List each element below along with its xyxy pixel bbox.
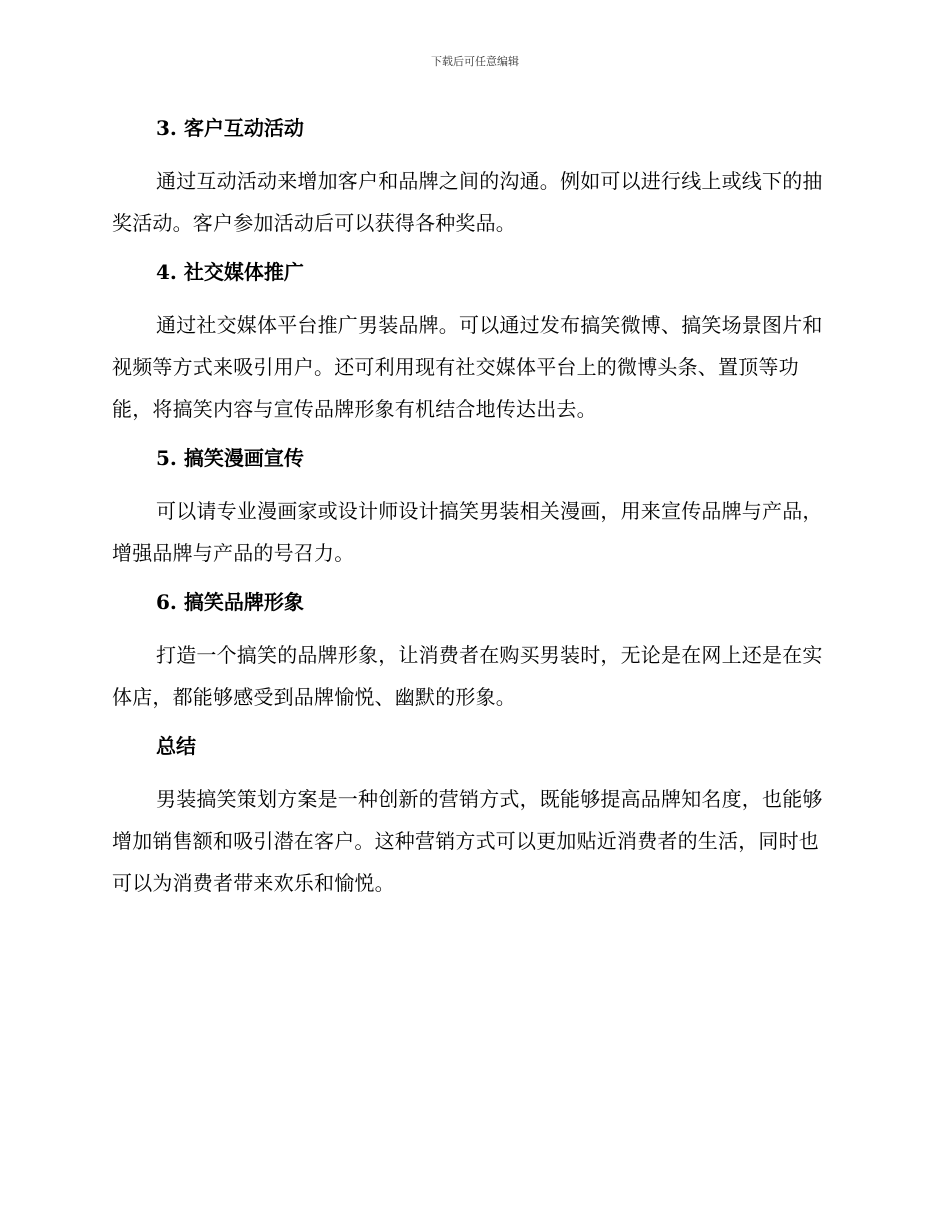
section-heading: 总结 <box>156 734 196 758</box>
section-paragraph: 打造一个搞笑的品牌形象，让消费者在购买男装时，无论是在网上还是在实体店，都能够感受到品牌愉悦、幽默的形象。 <box>112 643 823 709</box>
page-header: 下载后可任意编辑 <box>431 55 519 68</box>
section-heading: 5. 搞笑漫画宣传 <box>156 446 304 470</box>
section-heading: 6. 搞笑品牌形象 <box>156 590 304 614</box>
section-summary <box>112 728 832 904</box>
section-paragraph: 男装搞笑策划方案是一种创新的营销方式，既能够提高品牌知名度，也能够增加销售额和吸引潜在客户。这种营销方式可以更加贴近消费者的生活，同时也可以为消费者带来欢乐和愉悦。 <box>112 787 823 895</box>
section-customer-interaction <box>112 110 832 244</box>
section-brand-image <box>112 584 832 718</box>
section-paragraph: 通过互动活动来增加客户和品牌之间的沟通。例如可以进行线上或线下的抽奖活动。客户参加活动后可以获得各种奖品。 <box>112 169 823 235</box>
section-paragraph: 通过社交媒体平台推广男装品牌。可以通过发布搞笑微博、搞笑场景图片和视频等方式来吸引用户。还可利用现有社交媒体平台上的微博头条、置顶等功能，将搞笑内容与宣传品牌形象有机结合地传达出去。 <box>112 313 823 421</box>
section-comic-promotion <box>112 440 832 574</box>
section-heading: 4. 社交媒体推广 <box>156 260 304 284</box>
section-social-media <box>112 254 832 430</box>
section-paragraph: 可以请专业漫画家或设计师设计搞笑男装相关漫画，用来宣传品牌与产品，增强品牌与产品的号召力。 <box>112 499 823 565</box>
document-body <box>112 110 832 914</box>
section-heading: 3. 客户互动活动 <box>156 116 304 140</box>
